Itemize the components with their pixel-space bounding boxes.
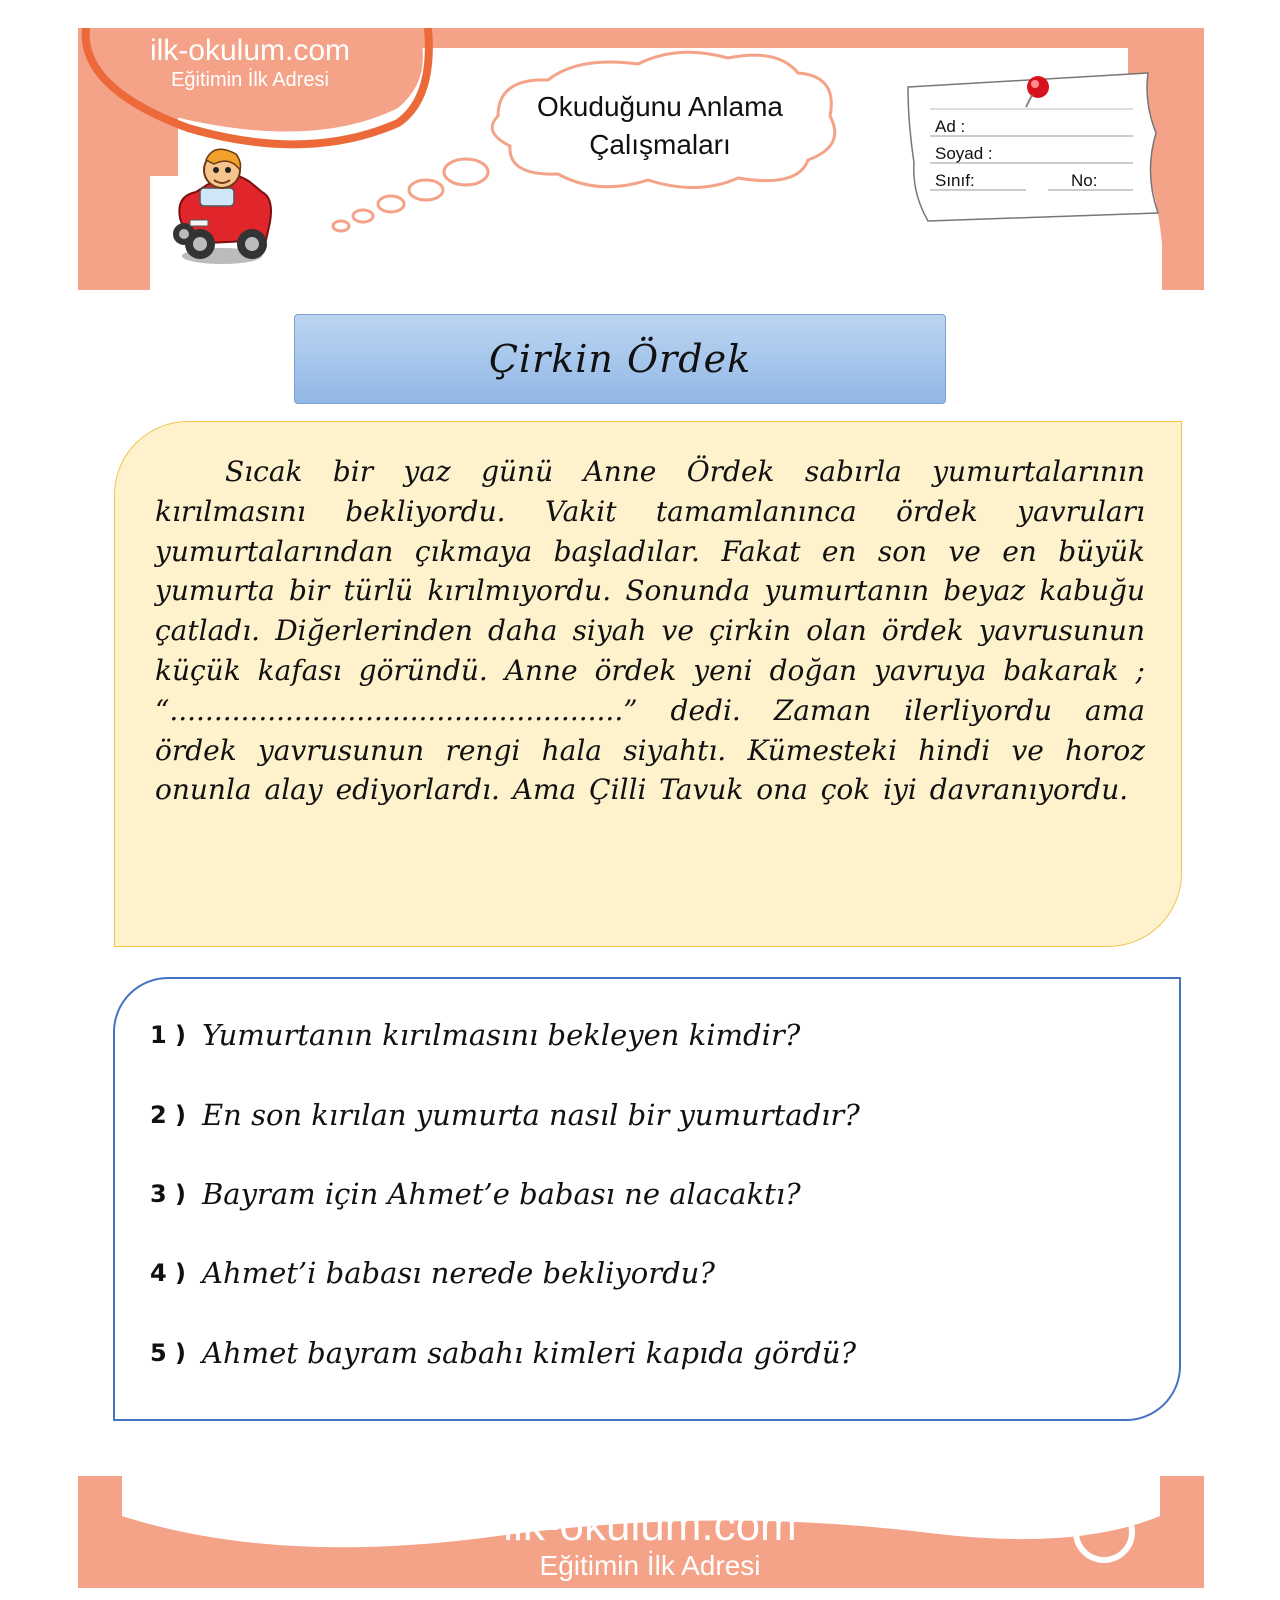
question-number: 1 ): [150, 1021, 187, 1049]
question-3: [150, 1174, 801, 1214]
question-5: [150, 1333, 856, 1373]
story-title: Çirkin Ördek: [488, 337, 752, 381]
label-sinif: Sınıf:: [935, 171, 975, 190]
question-text: Yumurtanın kırılmasını bekleyen kimdir?: [202, 1018, 801, 1052]
question-4: [150, 1253, 715, 1293]
footer-brand: [420, 1502, 880, 1582]
question-1: [150, 1015, 800, 1055]
question-text: Bayram için Ahmet’e babası ne alacaktı?: [202, 1177, 801, 1211]
question-number: 3 ): [150, 1180, 187, 1208]
footer-site-name: ilk-okulum.com: [503, 1501, 797, 1550]
footer-slogan: Eğitimin İlk Adresi: [539, 1550, 761, 1581]
site-name: ilk-okulum.com: [149, 34, 351, 67]
question-text: Ahmet bayram sabahı kimleri kapıda gördü?: [202, 1336, 857, 1370]
site-brand: [115, 34, 385, 92]
question-2: [150, 1095, 860, 1135]
story-text: Sıcak bir yaz günü Anne Ördek sabırla yumurtalarının kırılmasını bekliyordu. Vakit tamamlanınca ördek yavruları yumurtalarından çıkmaya başladılar. Fakat en son ve en büyük yumurta bir türlü kırılmıyordu. Sonunda yumurtanın beyaz kabuğu çatladı. Diğerlerinden daha siyah ve çirkin olan ördek yavrusunun küçük kafası göründü. Anne ördek yeni doğan yavruya bakarak ; “...................................................” dedi. Zaman ilerliyordu ama ördek yavrusunun rengi hala siyahtı. Kümesteki hindi ve horoz onunla alay ediyorlardı. Ama Çilli Tavuk ona çok iyi davranıyordu.: [155, 455, 1145, 807]
label-soyad: Soyad :: [935, 144, 993, 163]
worksheet-title-line1: Okuduğunu Anlama: [537, 91, 783, 122]
worksheet-title: [480, 88, 840, 164]
question-text: Ahmet’i babası nerede bekliyordu?: [202, 1256, 715, 1290]
site-slogan: Eğitimin İlk Adresi: [171, 69, 329, 91]
worksheet-title-line2: Çalışmaları: [589, 129, 731, 160]
question-text: En son kırılan yumurta nasıl bir yumurtadır?: [202, 1098, 860, 1132]
label-ad: Ad :: [935, 117, 966, 136]
question-number: 2 ): [150, 1101, 187, 1129]
label-no: No:: [1071, 171, 1098, 190]
question-number: 4 ): [150, 1259, 187, 1287]
question-number: 5 ): [150, 1339, 187, 1367]
story-title-box: [294, 314, 946, 404]
